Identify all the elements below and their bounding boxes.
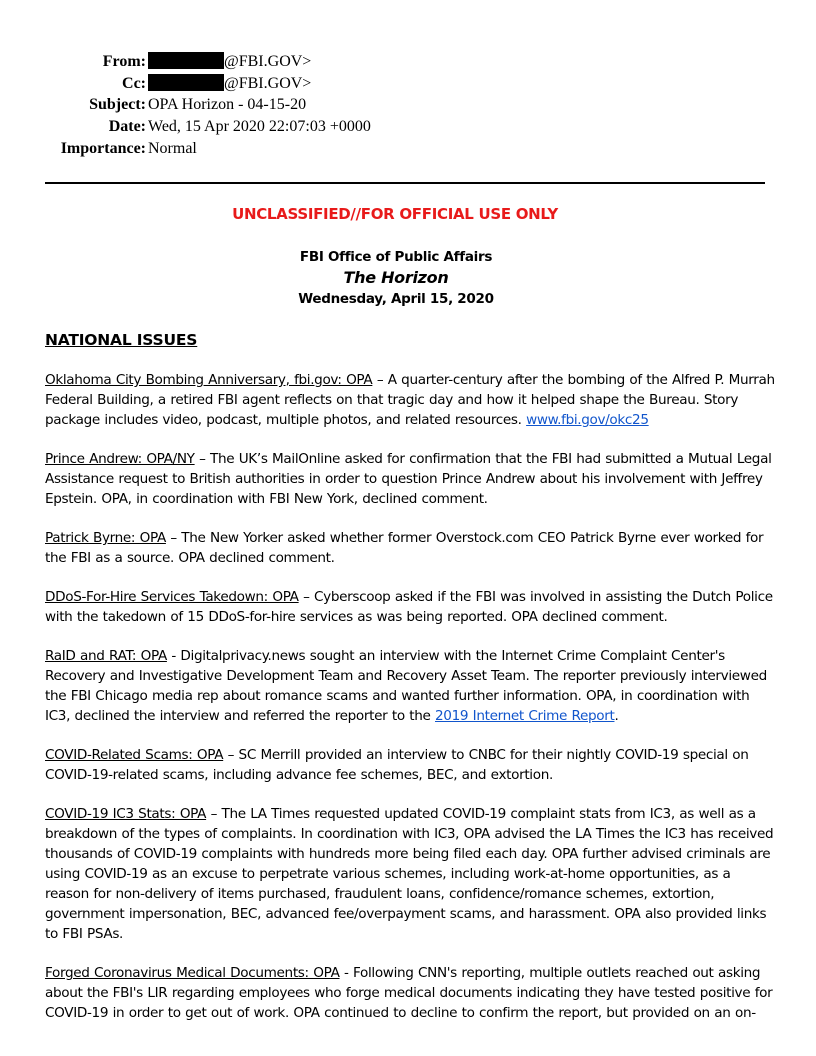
publication-date: Wednesday, April 15, 2020 bbox=[298, 291, 494, 307]
redaction-box bbox=[148, 52, 224, 69]
news-item-okc-bombing bbox=[45, 370, 775, 430]
news-item-patrick-byrne bbox=[45, 528, 775, 568]
news-item-covid-scams bbox=[45, 745, 775, 785]
news-item-covid-ic3-stats bbox=[45, 804, 775, 944]
subject-label: Subject: bbox=[89, 96, 146, 113]
item-title: RaID and RAT: OPA bbox=[45, 648, 167, 664]
item-title: Prince Andrew: OPA/NY bbox=[45, 451, 195, 467]
date-row bbox=[0, 118, 400, 140]
header-divider bbox=[45, 182, 765, 184]
item-body: - Following CNN's reporting, multiple outlets reached out asking about the FBI's LIR regarding employees who forge medical documents indicating they have tested positive for COVID-19 in order to get out of work. OPA continued to decline to confirm the report, but provided on an on- bbox=[45, 965, 773, 1021]
cc-label: Cc: bbox=[122, 75, 146, 92]
title-block bbox=[0, 247, 792, 310]
item-body: – A quarter-century after the bombing of the Alfred P. Murrah Federal Building, a retired FBI agent reflects on that tragic day and how it helped shape the Bureau. Story package includes video, podcast, multiple photos, and related resources. bbox=[45, 372, 775, 428]
cc-value: @FBI.GOV> bbox=[224, 75, 312, 92]
redaction-box bbox=[148, 74, 224, 91]
item-tail: . bbox=[614, 708, 619, 724]
importance-value: Normal bbox=[148, 140, 197, 157]
item-body: - Digitalprivacy.news sought an interview with the Internet Crime Complaint Center's Recovery and Investigative Development Team and Recovery Asset Team. The reporter previously interviewed the FBI Chicago media rep about romance scams and wanted further information. OPA, in coordination with IC3, declined the interview and referred the reporter to the bbox=[45, 648, 767, 724]
item-title: Patrick Byrne: OPA bbox=[45, 530, 166, 546]
cc-row bbox=[0, 74, 400, 96]
item-title: Oklahoma City Bombing Anniversary, fbi.gov: OPA bbox=[45, 372, 373, 388]
news-items bbox=[45, 370, 775, 1042]
importance-row bbox=[0, 140, 400, 162]
item-body: – The UK’s MailOnline asked for confirmation that the FBI had submitted a Mutual Legal Assistance request to British authorities in order to question Prince Andrew about his involvement with Jeffrey Epstein. OPA, in coordination with FBI New York, declined comment. bbox=[45, 451, 772, 507]
section-heading: NATIONAL ISSUES bbox=[45, 331, 198, 349]
item-title: Forged Coronavirus Medical Documents: OPA bbox=[45, 965, 340, 981]
importance-label: Importance: bbox=[60, 140, 146, 157]
news-item-prince-andrew bbox=[45, 449, 775, 509]
news-item-raid-rat bbox=[45, 646, 775, 726]
classification-banner: UNCLASSIFIED//FOR OFFICIAL USE ONLY bbox=[232, 205, 558, 223]
publication-title: The Horizon bbox=[343, 268, 449, 287]
item-body: – The New Yorker asked whether former Overstock.com CEO Patrick Byrne ever worked for the FBI as a source. OPA declined comment. bbox=[45, 530, 764, 566]
date-value: Wed, 15 Apr 2020 22:07:03 +0000 bbox=[148, 118, 371, 135]
item-title: COVID-Related Scams: OPA bbox=[45, 747, 224, 763]
item-body: – Cyberscoop asked if the FBI was involved in assisting the Dutch Police with the takedown of 15 DDoS-for-hire services as was being reported. OPA declined comment. bbox=[45, 589, 773, 625]
news-item-ddos-takedown bbox=[45, 587, 775, 627]
item-body: – SC Merrill provided an interview to CNBC for their nightly COVID-19 special on COVID-19-related scams, including advance fee schemes, BEC, and extortion. bbox=[45, 747, 749, 783]
email-header bbox=[0, 52, 400, 162]
item-title: COVID-19 IC3 Stats: OPA bbox=[45, 806, 207, 822]
office-name: FBI Office of Public Affairs bbox=[299, 249, 493, 265]
from-row bbox=[0, 52, 400, 74]
item-body: – The LA Times requested updated COVID-19 complaint stats from IC3, as well as a breakdown of the types of complaints. In coordination with IC3, OPA advised the LA Times the IC3 has received thousands of COVID-19 complaints with hundreds more being filed each day. OPA further advised criminals are using COVID-19 as an excuse to perpetrate various schemes, including work-at-home opportunities, as a reason for non-delivery of items purchased, fraudulent loans, confidence/romance schemes, extortion, government impersonation, BEC, advanced fee/overpayment scams, and harassment. OPA also provided links to FBI PSAs. bbox=[45, 806, 774, 942]
item-title: DDoS-For-Hire Services Takedown: OPA bbox=[45, 589, 299, 605]
subject-row bbox=[0, 96, 400, 118]
from-value: @FBI.GOV> bbox=[224, 53, 312, 70]
from-label: From: bbox=[102, 53, 146, 70]
subject-value: OPA Horizon - 04-15-20 bbox=[148, 96, 307, 113]
internet-crime-report-link[interactable]: 2019 Internet Crime Report bbox=[435, 708, 615, 724]
news-item-forged-documents bbox=[45, 963, 775, 1023]
okc25-link[interactable]: www.fbi.gov/okc25 bbox=[526, 412, 649, 428]
date-label: Date: bbox=[108, 118, 146, 135]
